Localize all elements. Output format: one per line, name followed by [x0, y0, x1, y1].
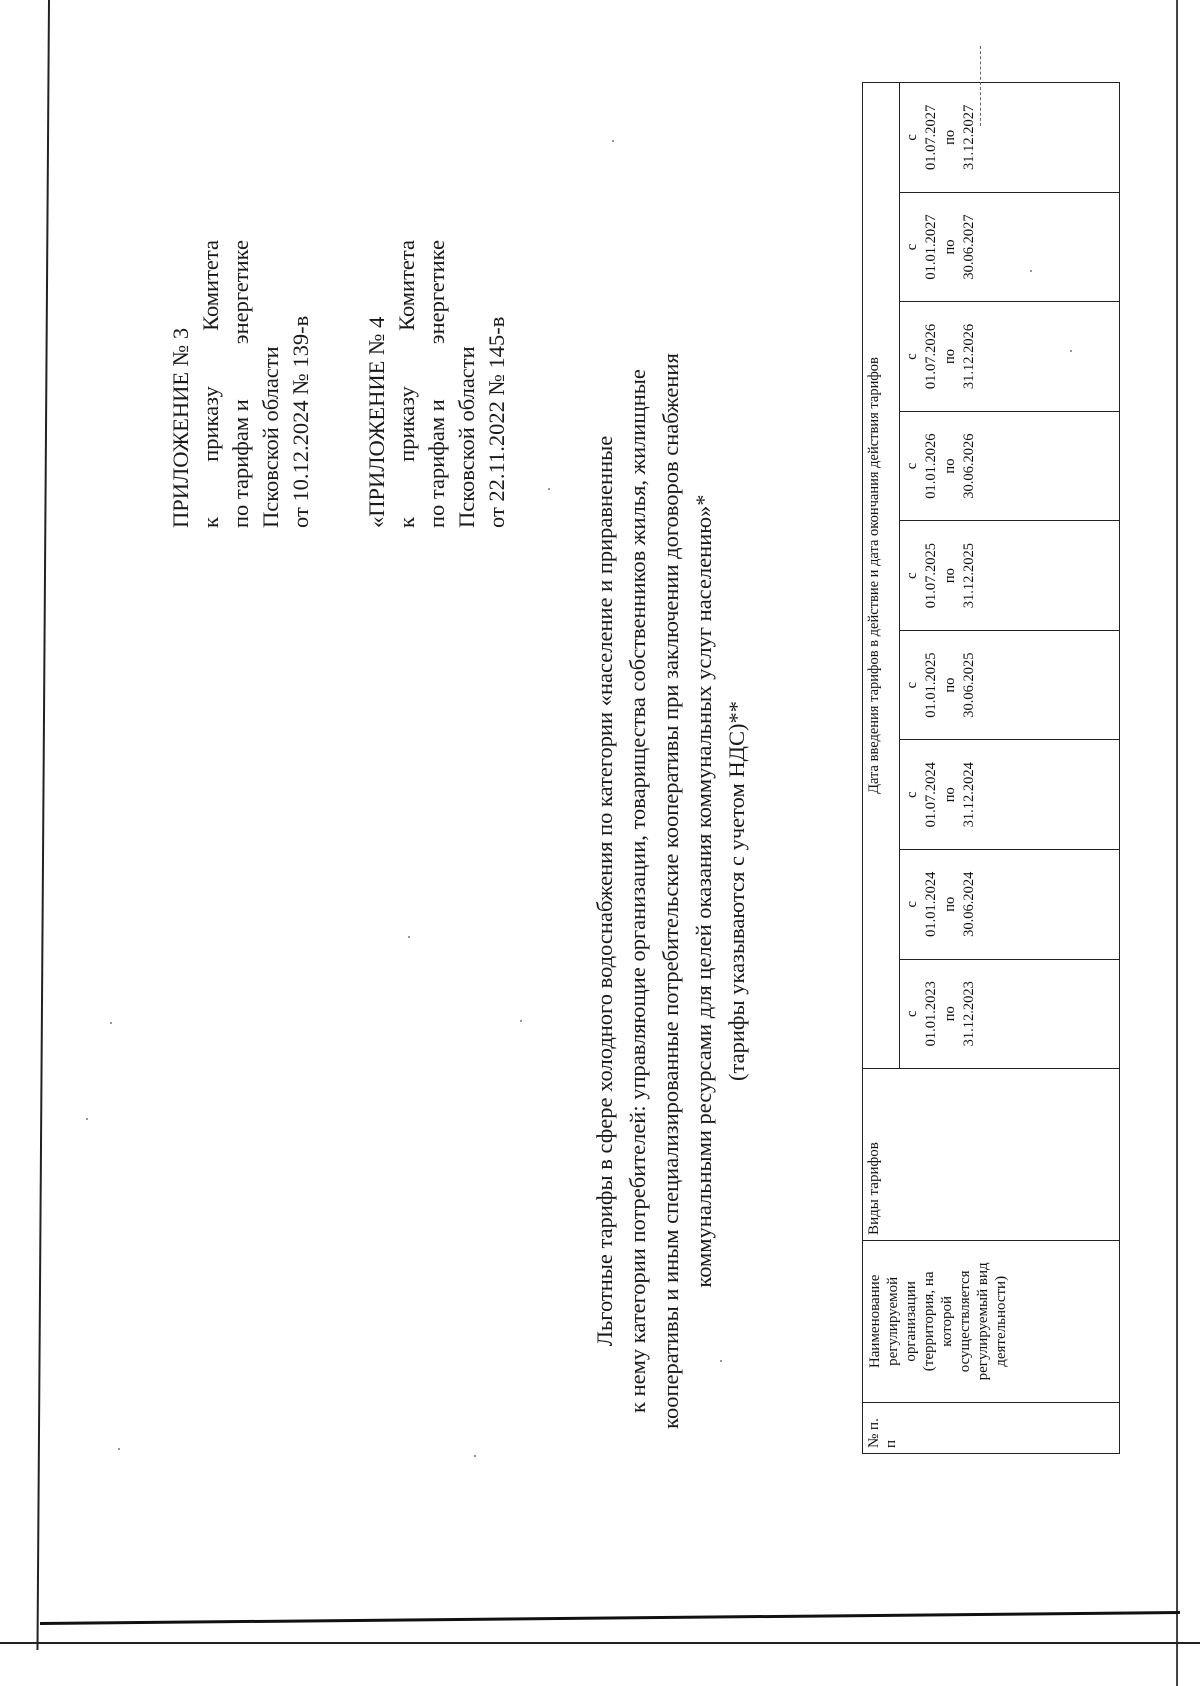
period-end: 30.06.2025 — [961, 652, 977, 718]
period-from-word: с — [904, 353, 920, 360]
annex-order-line — [392, 240, 422, 528]
period-to-word: по — [942, 787, 958, 803]
period-start: 01.07.2025 — [923, 542, 939, 609]
header-dates: Дата введения тарифов в действие и дата окончания действия тарифов — [863, 83, 900, 1069]
annex-title: ПРИЛОЖЕНИЕ № 3 — [168, 327, 193, 528]
annex-energy-word: энергетике — [228, 240, 253, 345]
annex-tariffs-text: по тарифам и — [424, 399, 449, 528]
period-from-word: с — [904, 791, 920, 798]
period-cell — [900, 411, 1120, 521]
period-from-word: с — [904, 462, 920, 470]
period-end: 31.12.2025 — [961, 542, 977, 609]
period-end: 31.12.2024 — [961, 762, 977, 828]
annex-region-line: Псковской области — [454, 346, 479, 528]
period-start: 01.01.2023 — [923, 981, 939, 1047]
scan-speck — [408, 936, 410, 938]
annex-date-line: от 22.11.2022 № 145-в — [484, 316, 509, 528]
scan-speck — [110, 1022, 112, 1024]
period-to-word: по — [942, 896, 958, 912]
annex-block-original — [362, 240, 512, 528]
annex-to-word: к — [198, 517, 223, 528]
period-cell — [900, 959, 1120, 1069]
scan-speck — [1070, 350, 1072, 352]
annex-tariffs-line — [422, 240, 452, 528]
annex-order-word: приказу — [394, 386, 419, 462]
scan-dashed-mark — [980, 46, 981, 126]
table-header-row — [863, 83, 900, 1454]
annex-block-current — [166, 240, 316, 528]
scan-speck — [474, 1455, 476, 1457]
scan-speck — [548, 488, 550, 490]
period-start: 01.01.2025 — [923, 652, 939, 718]
period-from-word: с — [904, 681, 920, 689]
period-end: 31.12.2026 — [961, 323, 977, 390]
scan-speck — [520, 1020, 522, 1022]
period-start: 01.07.2027 — [923, 104, 939, 170]
annex-tariffs-text: по тарифам и — [228, 399, 253, 528]
annex-order-word: приказу — [198, 386, 223, 462]
period-cell — [900, 192, 1120, 302]
annex-energy-word: энергетике — [424, 240, 449, 345]
period-cell — [900, 83, 1120, 193]
period-to-word: по — [942, 677, 958, 693]
period-to-word: по — [942, 458, 958, 474]
period-from-word: с — [904, 243, 920, 251]
title-line: коммунальными ресурсами для целей оказания коммунальных услуг населению»* — [691, 494, 716, 1288]
period-from-word: с — [904, 1010, 920, 1018]
header-number: № п. п — [863, 1402, 1120, 1453]
period-start: 01.07.2024 — [923, 762, 939, 828]
scan-speck — [118, 1448, 120, 1450]
scan-speck — [86, 1118, 88, 1120]
title-line: Льготные тарифы в сфере холодного водоснабжения по категории «население и приравненные — [592, 435, 617, 1347]
annex-title: «ПРИЛОЖЕНИЕ № 4 — [364, 316, 389, 528]
period-end: 30.06.2026 — [961, 433, 977, 499]
title-line: к нему категории потребителей: управляющие организации, товарищества собственников жилья, жилищные — [625, 369, 650, 1413]
period-cell — [900, 630, 1120, 740]
scan-speck — [612, 140, 614, 142]
period-to-word: по — [942, 129, 958, 145]
annex-committee-word: Комитета — [198, 240, 223, 331]
tariff-table — [862, 82, 1120, 1454]
period-from-word: с — [904, 901, 920, 908]
annex-region-line: Псковской области — [258, 346, 283, 528]
period-to-word: по — [942, 349, 958, 365]
scan-speck — [1030, 270, 1032, 272]
annex-to-word: к — [394, 517, 419, 528]
period-to-word: по — [942, 239, 958, 255]
annex-committee-word: Комитета — [394, 240, 419, 331]
period-end: 31.12.2027 — [961, 104, 977, 170]
document-title — [588, 246, 753, 1536]
period-start: 01.01.2027 — [923, 214, 939, 280]
period-start: 01.01.2024 — [923, 871, 939, 937]
header-organization: Наименование регулируемой организации (территория, на которой осуществляется регулируемый вид деятельности) — [863, 1240, 1120, 1402]
scan-speck — [720, 1360, 722, 1362]
period-start: 01.07.2026 — [923, 323, 939, 390]
title-line: (тарифы указываются с учетом НДС)** — [724, 701, 749, 1081]
period-cell — [900, 302, 1120, 412]
period-cell — [900, 521, 1120, 631]
period-from-word: с — [904, 134, 920, 141]
period-end: 31.12.2023 — [961, 981, 977, 1047]
period-from-word: с — [904, 572, 920, 579]
annex-tariffs-line — [226, 240, 256, 528]
period-end: 30.06.2027 — [961, 214, 977, 280]
period-start: 01.01.2026 — [923, 433, 939, 499]
period-cell — [900, 849, 1120, 959]
period-end: 30.06.2024 — [961, 871, 977, 937]
header-tariff-kind: Виды тарифов — [863, 1069, 1120, 1241]
period-cell — [900, 740, 1120, 850]
period-to-word: по — [942, 1006, 958, 1022]
period-to-word: по — [942, 568, 958, 584]
annex-order-line — [196, 240, 226, 528]
annex-date-line: от 10.12.2024 № 139-в — [288, 315, 313, 528]
title-line: кооперативы и иным специализированные потребительские кооперативы при заключении договоров снабжения — [658, 353, 683, 1429]
